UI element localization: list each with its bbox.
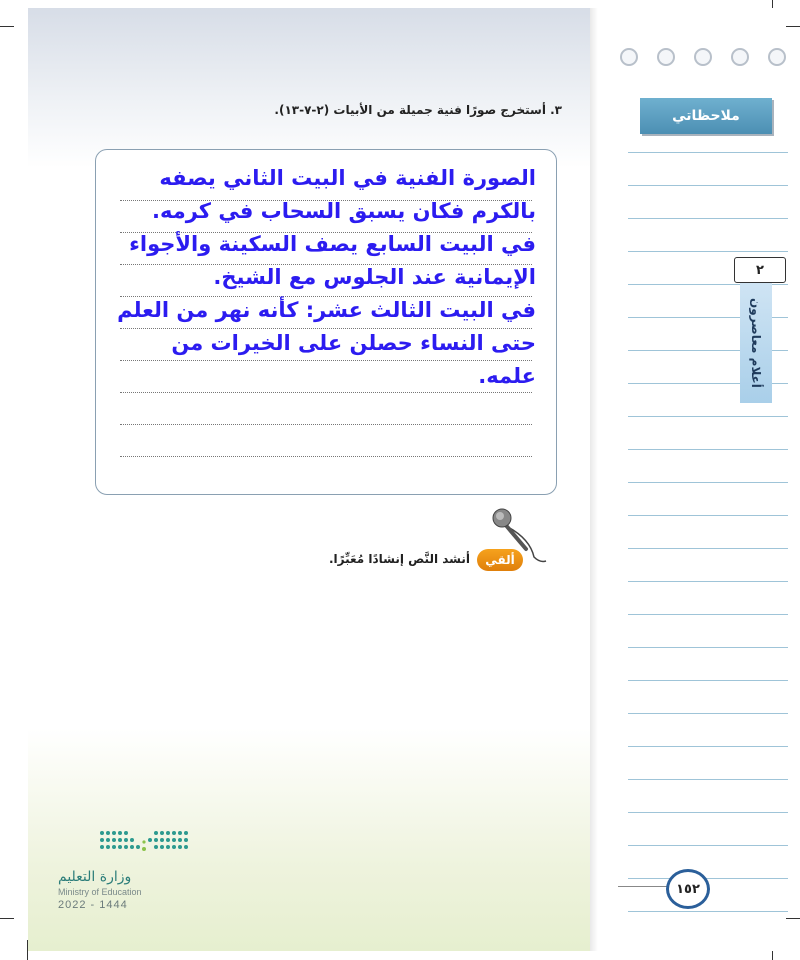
- ministry-name-english: Ministry of Education: [58, 887, 142, 897]
- ruled-line: [628, 746, 788, 747]
- crop-mark: [786, 918, 800, 919]
- ruled-line: [628, 647, 788, 648]
- ruled-line: [628, 152, 788, 153]
- ministry-logo-icon: [96, 827, 192, 857]
- ruled-line: [628, 416, 788, 417]
- crop-mark: [0, 918, 14, 919]
- handwritten-answer: [104, 162, 536, 393]
- answer-line: الصورة الفنية في البيت الثاني يصفه: [159, 166, 536, 190]
- notebook-rings: [620, 48, 790, 68]
- ruled-line: [628, 911, 788, 912]
- notes-notebook: [594, 8, 785, 951]
- ring: [731, 48, 749, 66]
- ruled-line: [628, 845, 788, 846]
- ruled-line: [628, 185, 788, 186]
- ruled-line: [628, 251, 788, 252]
- ruled-line: [628, 713, 788, 714]
- answer-line: الإيمانية عند الجلوس مع الشيخ.: [213, 265, 536, 289]
- chapter-title: أعلام معاصرون: [749, 298, 763, 388]
- dotted-line: [120, 456, 532, 457]
- ruled-line: [628, 779, 788, 780]
- chapter-number: [734, 257, 786, 283]
- ruled-line: [628, 515, 788, 516]
- ruled-line: [628, 812, 788, 813]
- page-number-text: ١٥٢: [676, 881, 700, 897]
- ruled-line: [628, 680, 788, 681]
- notes-label: ملاحظاتي: [672, 108, 740, 124]
- exercise-question: ٣. أستخرج صورًا فنية جميلة من الأبيات (٢-٧-١٣).: [274, 103, 562, 117]
- recite-tag-label: ألقي: [485, 553, 515, 567]
- crop-mark: [0, 26, 14, 27]
- dotted-line: [120, 424, 532, 425]
- answer-line: في البيت السابع يصف السكينة والأجواء: [129, 232, 536, 256]
- chapter-number-text: ٢: [756, 262, 764, 278]
- ruled-line: [628, 449, 788, 450]
- ruled-line: [628, 218, 788, 219]
- edition-year: 2022 - 1444: [58, 899, 128, 911]
- ministry-name-arabic: وزارة التعليم: [58, 869, 132, 885]
- answer-line: بالكرم فكان يسبق السحاب في كرمه.: [152, 199, 536, 223]
- notebook-spine: [590, 8, 598, 951]
- answer-line: علمه.: [478, 364, 536, 388]
- ring: [768, 48, 786, 66]
- notes-tab: [640, 98, 772, 134]
- ring: [694, 48, 712, 66]
- page-number: [666, 869, 710, 909]
- ruled-line: [628, 548, 788, 549]
- ruled-line: [628, 581, 788, 582]
- recite-tag: [477, 549, 523, 571]
- answer-line: حتى النساء حصلن على الخيرات من: [171, 331, 536, 355]
- page-number-rule: [618, 886, 668, 887]
- recite-instruction: أنشد النَّص إنشادًا مُعَبِّرًا.: [328, 552, 470, 566]
- answer-line: في البيت الثالث عشر: كأنه نهر من العلم: [117, 298, 536, 322]
- chapter-title-tab: [740, 283, 772, 403]
- ring: [657, 48, 675, 66]
- ruled-line: [628, 614, 788, 615]
- ruled-line: [628, 878, 788, 879]
- ruled-line: [628, 482, 788, 483]
- crop-mark: [786, 26, 800, 27]
- ring: [620, 48, 638, 66]
